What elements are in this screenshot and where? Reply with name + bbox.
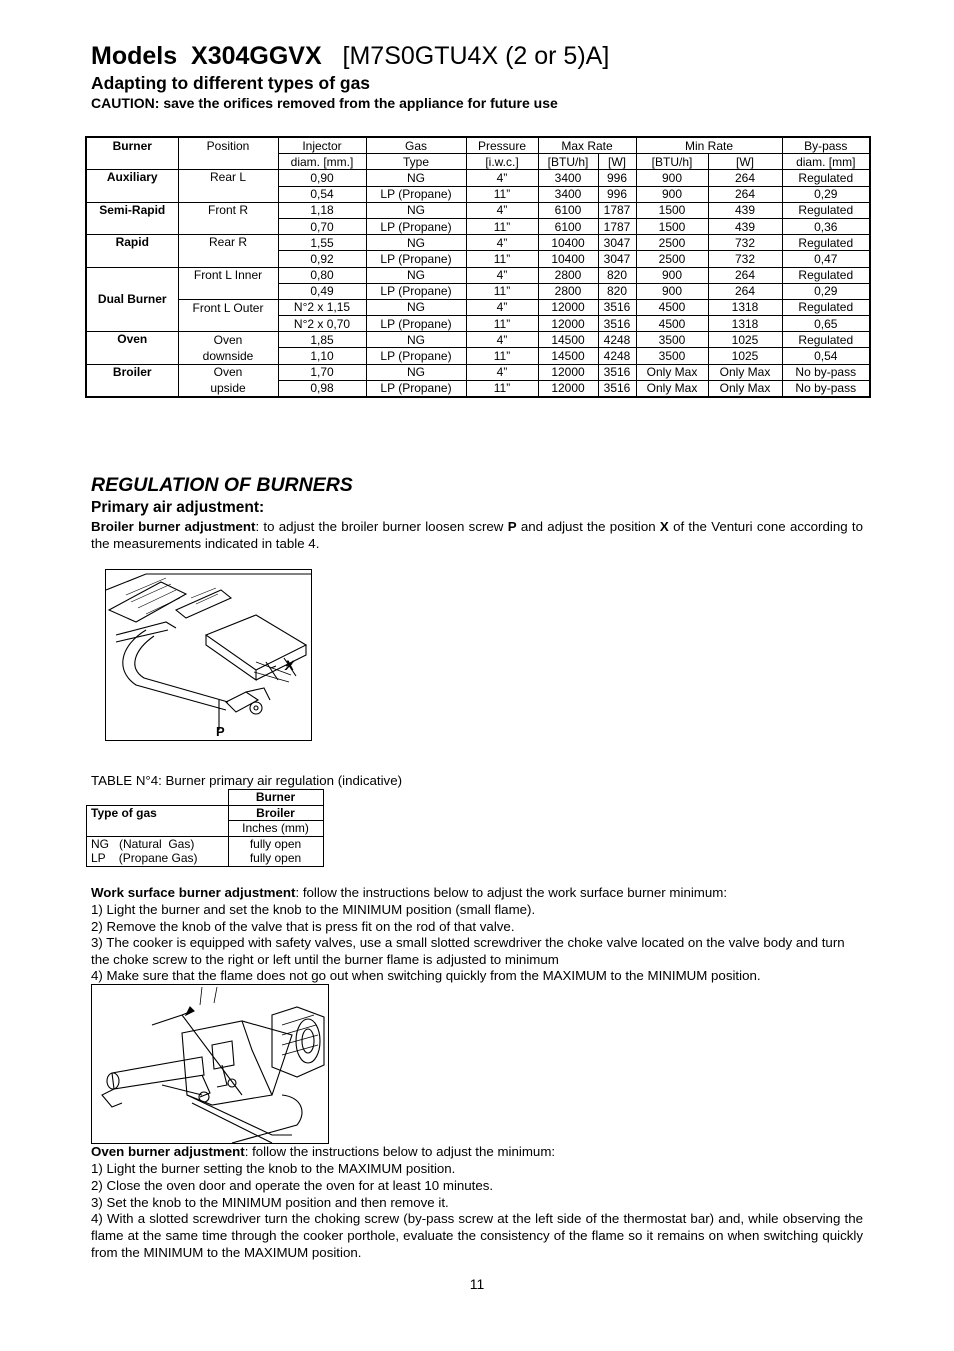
table-cell: Regulated xyxy=(782,170,870,186)
table-cell: 4” xyxy=(466,299,538,315)
table-row xyxy=(86,299,870,315)
table-row xyxy=(86,283,870,299)
list-item: 4) With a slotted screwdriver turn the choking screw (by-pass screw at the left side of the thermostat bar) and, while observing the flame at the same time through the cooker porthole, evaluate the consistency of the flame so it remains on when switching quickly from the MINIMUM to the MAXIMUM position. xyxy=(91,1211,863,1260)
table-cell: 264 xyxy=(708,170,782,186)
table-cell: Regulated xyxy=(782,299,870,315)
burner-cell: Semi-Rapid xyxy=(86,202,178,234)
header-cell: [i.w.c.] xyxy=(466,154,538,170)
table-cell: 4” xyxy=(466,235,538,251)
table-cell: 900 xyxy=(636,267,708,283)
table-cell: 1500 xyxy=(636,202,708,218)
header-cell: [W] xyxy=(598,154,636,170)
table-cell: 2500 xyxy=(636,251,708,267)
header-cell: [BTU/h] xyxy=(538,154,598,170)
table-cell: 0,54 xyxy=(782,348,870,364)
broiler-label: Broiler burner adjustment xyxy=(91,519,256,534)
table-cell: Regulated xyxy=(782,235,870,251)
table-row xyxy=(86,364,870,380)
oven-label: Oven burner adjustment xyxy=(91,1144,245,1159)
table-cell: 0,54 xyxy=(278,186,366,202)
table-cell: 439 xyxy=(708,202,782,218)
oven-intro: Oven burner adjustment: follow the instructions below to adjust the minimum: xyxy=(91,1144,556,1159)
table-cell: 0,70 xyxy=(278,218,366,234)
table-cell: Only Max xyxy=(636,364,708,380)
table-cell: 1,18 xyxy=(278,202,366,218)
table-cell: 4” xyxy=(466,332,538,348)
list-item: 2) Close the oven door and operate the oven for at least 10 minutes. xyxy=(91,1178,494,1193)
table-cell: 12000 xyxy=(538,380,598,397)
table-cell: NG xyxy=(366,299,466,315)
table-cell: 0,80 xyxy=(278,267,366,283)
table-cell: NG xyxy=(366,170,466,186)
table-cell: LP (Propane) xyxy=(366,316,466,332)
header-cell: Type xyxy=(366,154,466,170)
table-row xyxy=(86,316,870,332)
table-cell: N°2 x 1,15 xyxy=(278,299,366,315)
header-cell: diam. [mm] xyxy=(782,154,870,170)
table-cell: 1787 xyxy=(598,218,636,234)
table-cell: LP (Propane) xyxy=(366,251,466,267)
regulation-title: REGULATION OF BURNERS xyxy=(91,474,353,496)
table-cell: No by-pass xyxy=(782,364,870,380)
table-cell: LP (Propane) xyxy=(366,186,466,202)
table-row xyxy=(86,202,870,218)
table-cell: 11” xyxy=(466,316,538,332)
page-number: 11 xyxy=(469,1276,485,1292)
burner-cell: Auxiliary xyxy=(86,170,178,202)
table-cell: Only Max xyxy=(708,364,782,380)
table-cell: 4248 xyxy=(598,332,636,348)
table-row xyxy=(86,267,870,283)
table4 xyxy=(86,789,324,867)
table-cell: N°2 x 0,70 xyxy=(278,316,366,332)
table-cell: 10400 xyxy=(538,251,598,267)
models-word: Models xyxy=(91,42,178,70)
table-cell: 4500 xyxy=(636,316,708,332)
table-cell: 4” xyxy=(466,364,538,380)
position-cell: Front R xyxy=(178,202,278,234)
table-cell: Regulated xyxy=(782,202,870,218)
work-surface-label: Work surface burner adjustment xyxy=(91,885,296,900)
table-cell: 1787 xyxy=(598,202,636,218)
position-cell: upside xyxy=(178,380,278,397)
table-cell: 3047 xyxy=(598,251,636,267)
table4-units: Inches (mm) xyxy=(228,821,323,837)
primary-air-heading: Primary air adjustment: xyxy=(91,499,265,516)
list-item: 3) Set the knob to the MINIMUM position and then remove it. xyxy=(91,1195,449,1210)
table-cell: NG xyxy=(366,332,466,348)
header-cell: Max Rate xyxy=(538,137,636,154)
header-cell: [BTU/h] xyxy=(636,154,708,170)
table4-burner-header: Burner xyxy=(228,790,323,806)
list-item: 2) Remove the knob of the valve that is press fit on the rod of that valve. xyxy=(91,919,515,934)
table-row xyxy=(86,332,870,348)
header-cell: Gas xyxy=(366,137,466,154)
table-cell: 14500 xyxy=(538,332,598,348)
position-cell: downside xyxy=(178,348,278,364)
burner-cell: Rapid xyxy=(86,235,178,267)
table4-value-cell: fully open xyxy=(228,851,323,866)
broiler-adjustment-paragraph: Broiler burner adjustment: to adjust the broiler burner loosen screw P and adjust the position X of the Venturi cone according to the measurements indicated in table 4. xyxy=(91,519,863,551)
table-cell: 264 xyxy=(708,267,782,283)
header-cell: diam. [mm.] xyxy=(278,154,366,170)
screw-p-label: P xyxy=(507,519,517,534)
table-cell: NG xyxy=(366,364,466,380)
table-cell: 0,29 xyxy=(782,186,870,202)
table-cell: 12000 xyxy=(538,299,598,315)
table-cell: 1,10 xyxy=(278,348,366,364)
broiler-burner-figure xyxy=(105,569,312,741)
table-cell: 1318 xyxy=(708,316,782,332)
table-cell: 996 xyxy=(598,186,636,202)
table-cell: 0,65 xyxy=(782,316,870,332)
model-variant: [M7S0GTU4X (2 or 5)A] xyxy=(342,42,610,70)
list-item: 1) Light the burner setting the knob to the MAXIMUM position. xyxy=(91,1161,456,1176)
table-cell: 4500 xyxy=(636,299,708,315)
table-cell: 2800 xyxy=(538,283,598,299)
position-cell: Rear L xyxy=(178,170,278,202)
table-row xyxy=(86,348,870,364)
header-cell: Burner xyxy=(86,137,178,154)
table-cell: 6100 xyxy=(538,218,598,234)
table-cell: Only Max xyxy=(708,380,782,397)
burner-cell: Oven xyxy=(86,332,178,364)
model-code: X304GGVX xyxy=(191,42,322,70)
table-cell: 732 xyxy=(708,235,782,251)
table-row xyxy=(86,170,870,186)
table-cell: 11” xyxy=(466,380,538,397)
table-cell: 1500 xyxy=(636,218,708,234)
table-row xyxy=(86,380,870,397)
table-cell: 0,49 xyxy=(278,283,366,299)
table-cell: 1,70 xyxy=(278,364,366,380)
table-cell: 0,47 xyxy=(782,251,870,267)
table-cell: 3400 xyxy=(538,170,598,186)
position-cell: Front L Inner xyxy=(178,267,278,283)
table-cell: 0,92 xyxy=(278,251,366,267)
table-cell: 0,36 xyxy=(782,218,870,234)
table-cell: 820 xyxy=(598,283,636,299)
table-row xyxy=(86,235,870,251)
table-cell: 3047 xyxy=(598,235,636,251)
table-cell: 2800 xyxy=(538,267,598,283)
table-cell: 3400 xyxy=(538,186,598,202)
table-cell: 11” xyxy=(466,348,538,364)
table-cell: 900 xyxy=(636,283,708,299)
table4-type-header: Type of gas xyxy=(87,805,229,821)
table-row xyxy=(87,851,324,866)
header-cell: Injector xyxy=(278,137,366,154)
table-cell: LP (Propane) xyxy=(366,348,466,364)
work-surface-intro: Work surface burner adjustment: follow the instructions below to adjust the work surface burner minimum: xyxy=(91,885,728,900)
table-cell: 2500 xyxy=(636,235,708,251)
position-cell: Rear R xyxy=(178,235,278,267)
valve-figure xyxy=(91,984,329,1144)
table-cell: 1025 xyxy=(708,332,782,348)
table4-gas-cell: LP (Propane Gas) xyxy=(87,851,229,866)
table-cell: 3516 xyxy=(598,299,636,315)
table-cell: 1025 xyxy=(708,348,782,364)
table-cell: 0,98 xyxy=(278,380,366,397)
table-cell: 4” xyxy=(466,202,538,218)
header-cell: Min Rate xyxy=(636,137,782,154)
fig-label-x: X xyxy=(285,657,295,673)
table-cell: 3516 xyxy=(598,364,636,380)
table-cell: 3500 xyxy=(636,348,708,364)
burner-cell: Broiler xyxy=(86,364,178,397)
list-item: 4) Make sure that the flame does not go out when switching quickly from the MAXIMUM to the MINIMUM position. xyxy=(91,968,761,983)
table-cell: 900 xyxy=(636,186,708,202)
table-cell: 14500 xyxy=(538,348,598,364)
table-cell: 264 xyxy=(708,186,782,202)
position-cell: Oven xyxy=(178,364,278,380)
table-cell: 11” xyxy=(466,186,538,202)
table4-caption: TABLE N°4: Burner primary air regulation (indicative) xyxy=(91,773,403,788)
table-cell: 3516 xyxy=(598,380,636,397)
table-cell: 1,55 xyxy=(278,235,366,251)
fig-label-p: P xyxy=(216,724,225,739)
position-cell: Front L Outer xyxy=(178,299,278,315)
broiler-burner-illustration xyxy=(106,570,311,740)
table-row xyxy=(87,836,324,851)
table-cell: Only Max xyxy=(636,380,708,397)
burner-cell: Dual Burner xyxy=(86,267,178,332)
table-cell: 11” xyxy=(466,283,538,299)
table-cell: 12000 xyxy=(538,364,598,380)
table-cell: 4” xyxy=(466,267,538,283)
table-header-row xyxy=(86,154,870,170)
table4-broiler-header: Broiler xyxy=(228,805,323,821)
table-cell: 12000 xyxy=(538,316,598,332)
table-cell: 0,29 xyxy=(782,283,870,299)
table4-value-cell: fully open xyxy=(228,836,323,851)
table-cell: 900 xyxy=(636,170,708,186)
table-cell: 1318 xyxy=(708,299,782,315)
header-cell: Position xyxy=(178,137,278,154)
table-cell: Regulated xyxy=(782,267,870,283)
table-header-row xyxy=(86,137,870,154)
table-cell: NG xyxy=(366,202,466,218)
header-cell: Pressure xyxy=(466,137,538,154)
table-cell: 439 xyxy=(708,218,782,234)
position-x-label: X xyxy=(659,519,669,534)
table-cell: 11” xyxy=(466,218,538,234)
gas-table xyxy=(85,136,871,398)
table-cell: 0,90 xyxy=(278,170,366,186)
table-cell: 3516 xyxy=(598,316,636,332)
header-cell: By-pass xyxy=(782,137,870,154)
position-cell: Oven xyxy=(178,332,278,348)
table-cell: NG xyxy=(366,267,466,283)
table-cell: 4” xyxy=(466,170,538,186)
table-cell: 11” xyxy=(466,251,538,267)
table-cell: LP (Propane) xyxy=(366,283,466,299)
table-cell: 732 xyxy=(708,251,782,267)
table-cell: No by-pass xyxy=(782,380,870,397)
subtitle: Adapting to different types of gas xyxy=(91,73,371,93)
table-cell: LP (Propane) xyxy=(366,218,466,234)
table-cell: 820 xyxy=(598,267,636,283)
table-cell: 3500 xyxy=(636,332,708,348)
table-cell: 264 xyxy=(708,283,782,299)
page-title xyxy=(91,42,609,71)
table-cell: LP (Propane) xyxy=(366,380,466,397)
caution-text: CAUTION: save the orifices removed from the appliance for future use xyxy=(91,95,558,111)
list-item: 3) The cooker is equipped with safety valves, use a small slotted screwdriver the choke valve located on the valve body and turn the choke screw to the right or left until the burner flame is adjusted to minimum xyxy=(91,935,845,967)
table-cell: Regulated xyxy=(782,332,870,348)
table-cell: 996 xyxy=(598,170,636,186)
table-cell: 10400 xyxy=(538,235,598,251)
table-cell: 1,85 xyxy=(278,332,366,348)
table-cell: NG xyxy=(366,235,466,251)
header-cell: [W] xyxy=(708,154,782,170)
table-cell: 4248 xyxy=(598,348,636,364)
table4-gas-cell: NG (Natural Gas) xyxy=(87,836,229,851)
table-cell: 6100 xyxy=(538,202,598,218)
valve-illustration xyxy=(92,985,328,1143)
list-item: 1) Light the burner and set the knob to the MINIMUM position (small flame). xyxy=(91,902,536,917)
